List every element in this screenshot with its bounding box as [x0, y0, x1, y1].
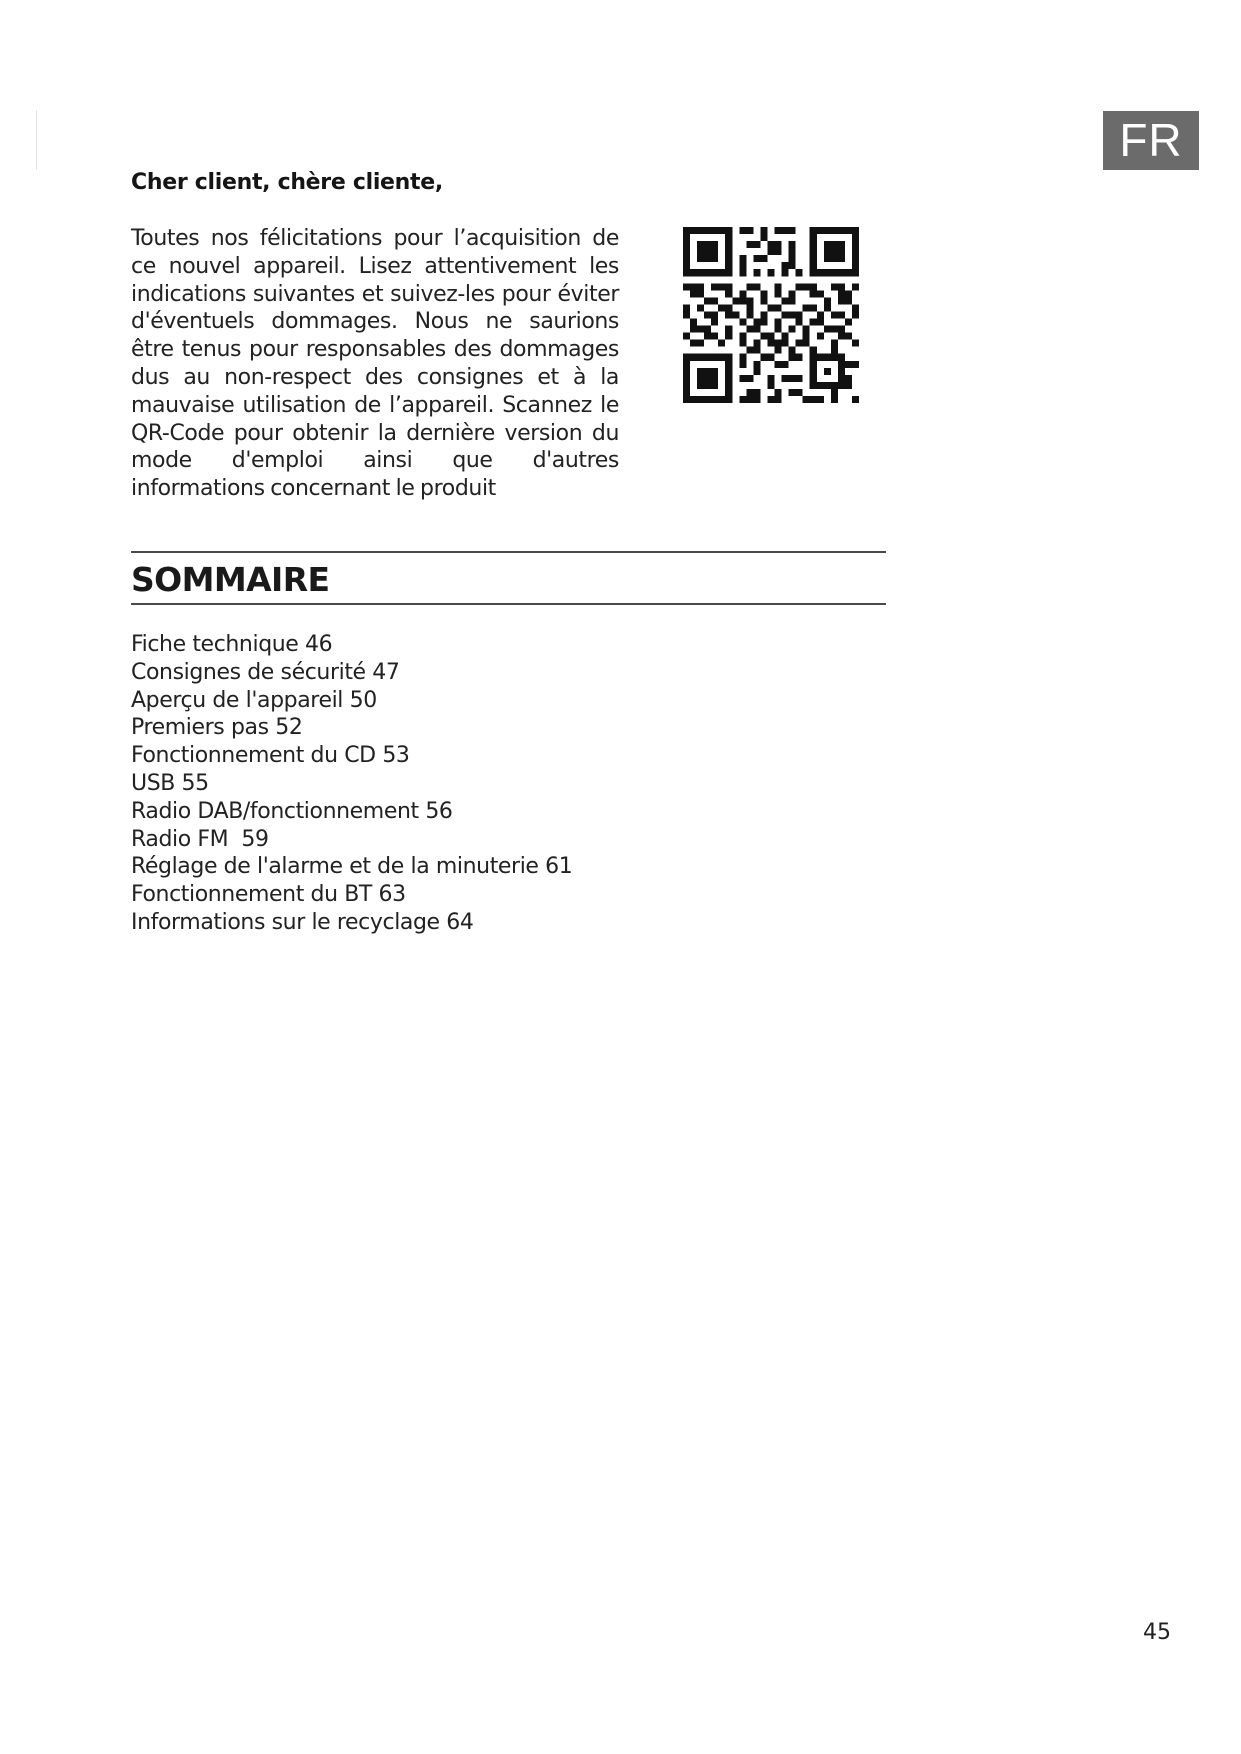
contents-item[interactable]: Informations sur le recyclage 64 [131, 909, 474, 935]
intro-paragraph: Toutes nos félicitations pour l’acquisition de ce nouvel appareil. Lisez attentivement les indications suivantes et suivez-les pour éviter d'éventuels dommages. Nous ne saurions être tenus pour responsables des dommages dus au non-respect des consignes et à la mauvaise utilisation de l’appareil. Scannez le QR-Code pour obtenir la dernière version du mode d'emploi ainsi que d'autres informations concernant le produit [131, 226, 619, 502]
contents-item[interactable]: Aperçu de l'appareil 50 [131, 687, 377, 713]
qr-finder-top-right [810, 227, 859, 276]
contents-item[interactable]: Radio DAB/fonctionnement 56 [131, 798, 453, 824]
qr-finder-top-left [683, 227, 732, 276]
page-edge-line [36, 110, 37, 170]
heading-top-rule [131, 551, 886, 553]
contents-list [131, 631, 572, 937]
contents-item[interactable]: USB 55 [131, 770, 209, 796]
qr-finder-bottom-left [683, 354, 732, 403]
contents-item[interactable]: Réglage de l'alarme et de la minuterie 61 [131, 854, 573, 880]
contents-item[interactable]: Premiers pas 52 [131, 715, 303, 741]
contents-item[interactable]: Fonctionnement du CD 53 [131, 743, 410, 769]
greeting: Cher client, chère cliente, [131, 170, 443, 195]
heading-bottom-rule [131, 603, 886, 605]
contents-item[interactable]: Radio FM 59 [131, 826, 269, 852]
language-badge: FR [1103, 111, 1199, 170]
contents-heading: SOMMAIRE [131, 560, 330, 599]
page-number: 45 [1143, 1620, 1171, 1645]
contents-item[interactable]: Fonctionnement du BT 63 [131, 882, 406, 908]
contents-item[interactable]: Fiche technique 46 [131, 632, 333, 657]
qr-code[interactable] [683, 227, 859, 403]
contents-item[interactable]: Consignes de sécurité 47 [131, 659, 400, 685]
